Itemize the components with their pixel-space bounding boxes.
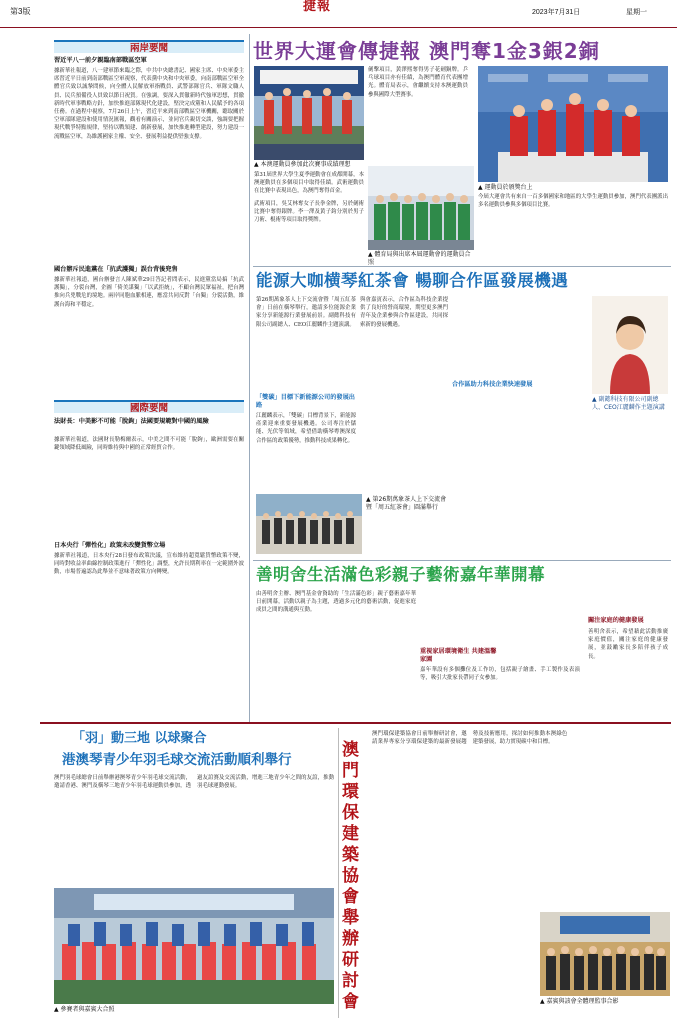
photo-group-delegation <box>368 166 474 250</box>
column-divider <box>338 728 339 1018</box>
photo-caption-group: ▲ 體育局與出席本屆運動會的運動員合照 <box>368 251 471 266</box>
kicker-badminton: 「羽」動三地 以球聚合 <box>72 731 207 746</box>
article-body-carnival-a: 由善明舍主辦、澳門基金會資助的「生活滿色彩」親子藝術嘉年華日前開幕，活動以親子為主題，透過多元化的藝術活動，促進家庭成員之間的溝通與互動。 <box>256 591 416 614</box>
article-body-energy-c: 與會嘉賓表示，合作區為科技企業提供了良好的營商環境，期望更多澳門青年及企業參與合作區建設，共同探索新的發展機遇。 <box>360 297 448 328</box>
photo-athletes-award <box>254 66 364 160</box>
page-header <box>0 0 677 28</box>
photo-caption-podium: ▲ 運動員於頒獎台上 <box>478 184 533 191</box>
photo-caption-badminton: ▲ 參賽者與嘉賓大合照 <box>54 1006 115 1013</box>
headline-carnival: 善明舍生活滿色彩親子藝術嘉年華開幕 <box>256 565 545 584</box>
article-body-green-building: 澳門環保建築協會日前舉辦研討會，邀請業界專家分享環保建築的最新發展趨勢及技術應用，探討如何推動本澳綠色建築發展，助力實現碳中和目標。 <box>372 731 568 746</box>
divider <box>253 560 671 561</box>
photo-badminton-group <box>54 888 334 1004</box>
article-body-energy-a: 第26期萬象茶人上下交流會暨「周五紅茶會」日前在橫琴舉行，邀請多位能源企業家分享新能源行業發展前景。副懿科技有限公司副總人、CEO江麗麟作主題演講。 <box>256 297 356 328</box>
section-title-international: 國際要聞 <box>54 400 244 413</box>
article-body-xi: 據新華社報道，八一建軍節來臨之際，中共中央總書記、國家主席、中央軍委主席習近平日前到南部戰區空軍視察，代表黨中央和中央軍委，向南部戰區空軍全體官兵致以誠摯問候，向全體人民解放軍指戰員、武警部隊官兵、軍隊文職人員、民兵預備役人員致以節日祝賀。在強調，要深入貫徹新時代強軍思想，貫徹新時代軍事戰略方針，加快推進部隊現代化建設，堅決完成黨和人民賦予的各項任務。在過程中視察，7月26日上午，習近平來到南部戰區空軍機關，聽取關於空軍部隊建設和使用情況匯報，觀看有關演示，並同官兵親切交談，強調要把握現代戰爭特點規律，堅持以戰領建、創新發展，加快推進轉型建設，努力建設一流戰區空軍，為維護國家主權、安全、發展利益提供堅強支撐。 <box>54 68 244 140</box>
article-body-taiwan: 據新華社報道，國台辦發言人陳斌華29日答記者問表示，民進黨當局搞「抗武護獨」，分裂台灣，企圖「倚美謀獨」「以武拒統」，不顧台灣民眾福祉，把台灣推向兵兇戰危的境地。兩岸同胞血脈相連，應當共同反對「台獨」分裂活動，維護台海和平穩定。 <box>54 277 244 308</box>
subhead-energy-carbon: 「雙碳」目標下新能源公司的發展出路 <box>256 394 355 409</box>
weekday: 星期一 <box>626 9 647 16</box>
photo-seminar-group <box>540 912 670 996</box>
issue-date: 2023年7月31日 <box>532 9 581 16</box>
headline-badminton: 港澳琴青少年羽毛球交流活動順利舉行 <box>62 752 292 768</box>
article-body-energy-b: 江麗麟表示，「雙碳」目標背景下，新能源產業迎來重要發展機遇。公司專注於儲能、光伏等領域，希望借助橫琴粵澳深度合作區的政策優勢，推動科技成果轉化。 <box>256 413 356 444</box>
article-body-universiade-c: 劍擊項目，黃澤熙奪得男子花劍銅牌。乒乓球項目亦有佳績，為澳門體育代表團增光。體育局表示，會繼續支持本澳運動員參與國際大型賽事。 <box>368 67 468 98</box>
divider <box>40 722 671 724</box>
article-body-carnival-c: 善明舍表示，希望藉此活動推廣家庭價值，關注家庭的健康發展，並鼓勵家長多陪伴孩子成長。 <box>588 629 668 660</box>
subhead-carnival-home: 重視家居環境衛生 共建溫馨家園 <box>420 648 497 663</box>
photo-caption-speaker: ▲ 副懿科技有限公司副總人、CEO江麗麟作主題演講 <box>592 396 665 411</box>
divider <box>253 266 671 267</box>
subhead-carnival-family: 關注家庭的健康發展 <box>588 617 644 624</box>
article-body-universiade-a: 第31屆世界大學生夏季運動會在成都開幕，本澳運動員在多個項目中取得佳績。武術運動員在比賽中表現出色，為澳門奪得首金。 <box>254 172 364 195</box>
photo-portrait-speaker <box>592 296 668 394</box>
photo-caption-athletes: ▲ 本澳運動員參加此次賽事成績理想 <box>254 161 351 168</box>
article-title-xi: 習近平八一前夕親臨南部戰區空軍 <box>54 57 147 64</box>
article-title-taiwan: 國台辦斥民進黨在「抗武護獨」誤台背後兜售 <box>54 266 178 273</box>
page-number: 第3版 <box>10 7 31 16</box>
section-title-cross-strait: 兩岸要聞 <box>54 40 244 53</box>
headline-green-building: 澳門環保建築協會舉辦研討會 <box>342 740 359 1012</box>
photo-caption-tea: ▲ 第26期萬象茶人上下交流會暨「周五紅茶會」圓滿舉行 <box>366 496 447 511</box>
article-body-universiade-b: 武術項目，吳艾林奪女子長拳金牌，另於劍術比賽中奪得銀牌。李一澤及黃子鈞分別於男子刀術、棍術等項目取得獎牌。 <box>254 201 364 224</box>
column-divider <box>249 34 250 724</box>
photo-tea-meeting <box>256 494 362 554</box>
article-body-japan: 據新華社報道，日本央行28日發布政策決議，宣布維持超寬鬆貨幣政策不變，同時對收益率曲線控制政策進行「彈性化」調整，允許長期利率在一定範圍外波動，市場普遍認為此舉並不意味著政策方向轉變。 <box>54 553 244 576</box>
subhead-energy-zone: 合作區助力科技企業快速發展 <box>452 381 533 388</box>
article-title-france: 法財長：中美影不可能「脫鉤」法國要規範對中國的風險 <box>54 418 209 425</box>
masthead: 捷報 <box>303 0 332 14</box>
headline-energy: 能源大咖横琴紅茶會 暢聊合作區發展機遇 <box>256 271 569 290</box>
article-body-france: 據新華社報道，法國財長勒梅爾表示，中美之間不可能「脫鉤」，歐洲需要在關鍵領域降低風險，同時維持與中國的正常經貿合作。 <box>54 437 244 452</box>
article-body-badminton: 澳門羽毛球總會日前舉辦港澳琴青少年羽毛球交流活動，邀請香港、澳門及橫琴三地青少年羽毛球運動員參加，透過友誼賽及交流活動，增進三地青少年之間的友誼，推動羽毛球運動發展。 <box>54 775 334 790</box>
headline-universiade: 世界大運會傳捷報 澳門奪1金3銀2銅 <box>253 39 600 63</box>
photo-podium <box>478 66 668 182</box>
article-title-japan: 日本央行「彈性化」政策未改變貨幣立場 <box>54 542 166 549</box>
article-body-universiade-d: 今屆大運會共有來自一百多個國家和地區的大學生運動員參加，澳門代表團派出多名運動員參與多個項目比賽。 <box>478 194 668 209</box>
article-body-carnival-b: 嘉年華設有多個攤位及工作坊，包括親子繪畫、手工製作及表演等，吸引大批家長帶同子女參加。 <box>420 667 580 682</box>
photo-caption-seminar: ▲ 嘉賓與該會全體理監事合影 <box>540 998 619 1005</box>
